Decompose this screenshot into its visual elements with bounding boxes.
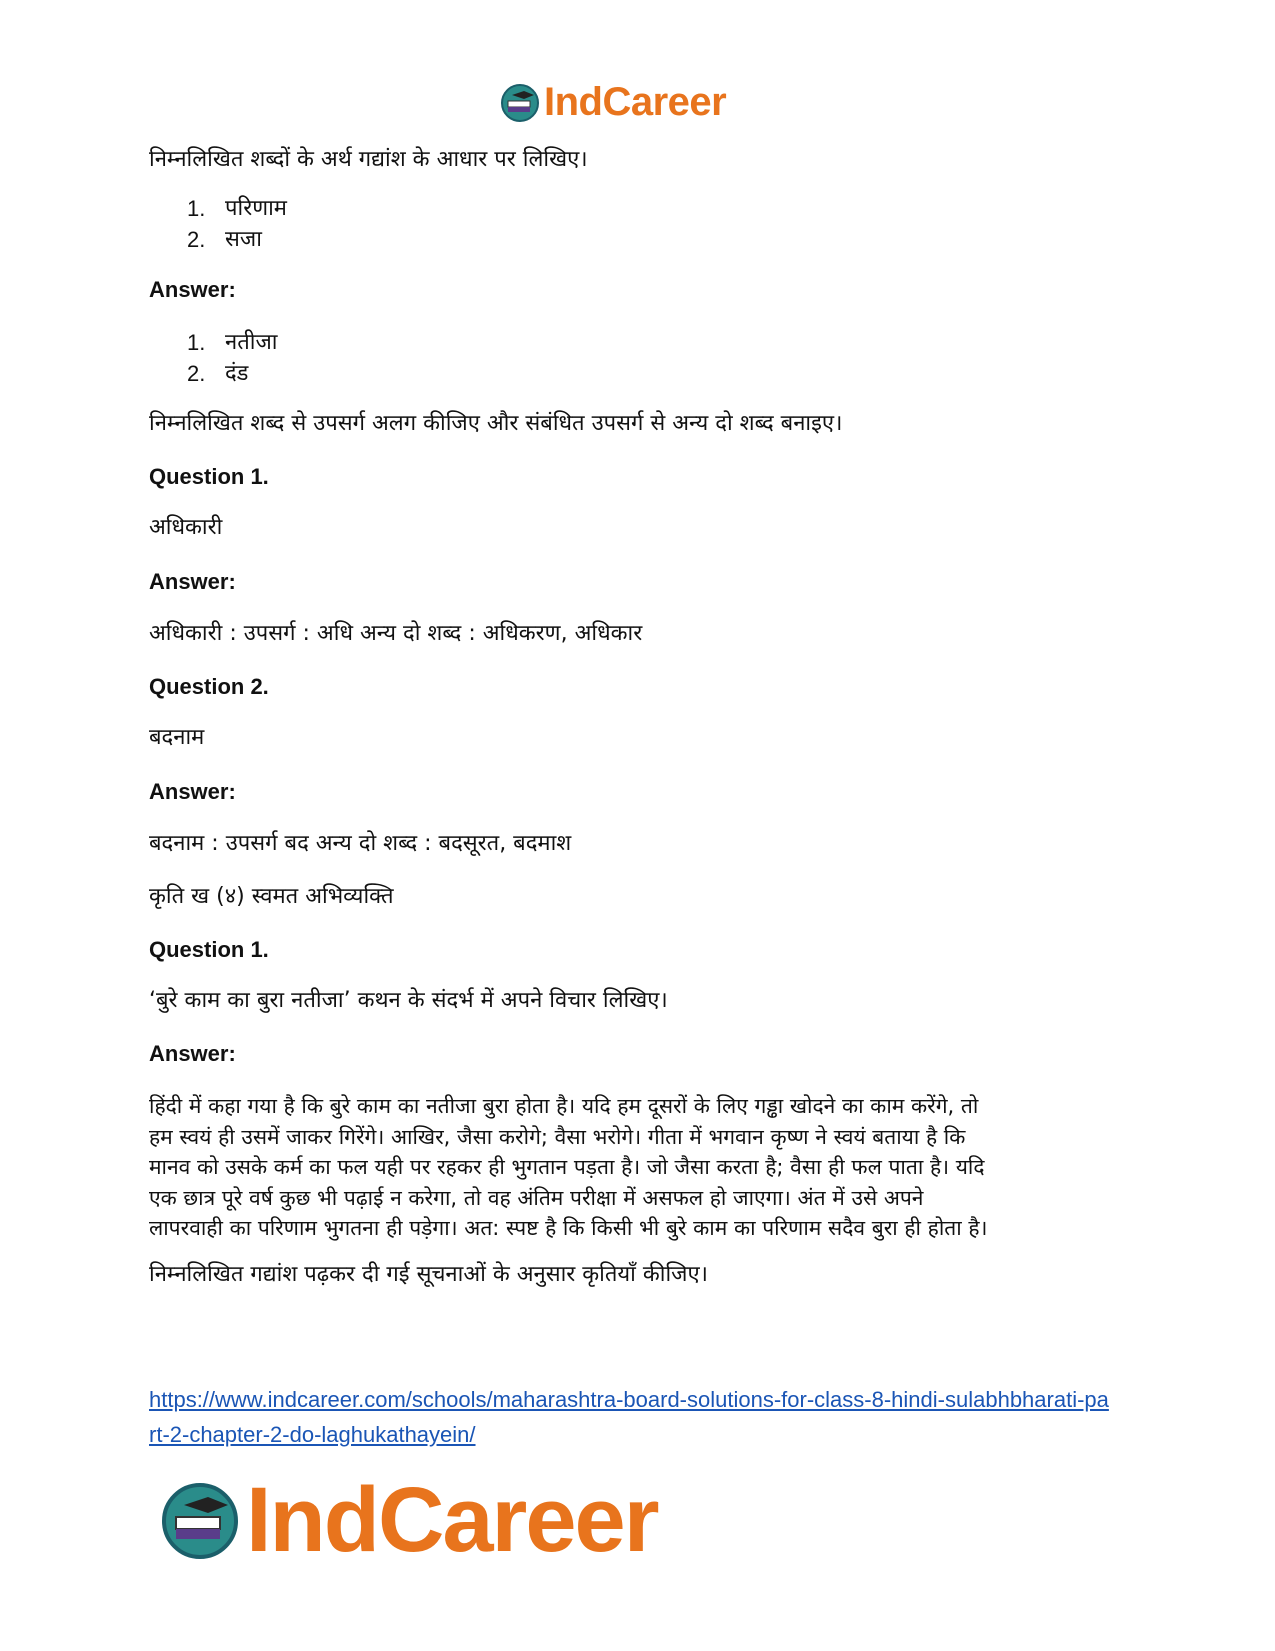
list-text: दंड: [225, 361, 249, 386]
meanings-instruction: निम्नलिखित शब्दों के अर्थ गद्यांश के आधार पर लिखिए।: [149, 147, 588, 172]
answer-label: Answer:: [149, 277, 236, 302]
book-globe-icon: [160, 1481, 240, 1561]
answer-label: Answer:: [149, 1041, 236, 1066]
list-text: सजा: [225, 227, 262, 252]
question-word: अधिकारी: [149, 515, 223, 540]
essay-answer: [149, 1091, 987, 1244]
source-link[interactable]: https://www.indcareer.com/schools/maharashtra-board-solutions-for-class-8-hindi-sulabhbharati-part-2-chapter-2-do-laghukathayein/: [149, 1387, 1109, 1447]
list-item: [187, 358, 277, 389]
passage-instruction: निम्नलिखित गद्यांश पढ़कर दी गई सूचनाओं के अनुसार कृतियाँ कीजिए।: [149, 1262, 708, 1287]
list-text: परिणाम: [225, 196, 287, 221]
list-item: [187, 224, 287, 255]
brand-name: IndCareer: [246, 1469, 658, 1571]
answer-label: Answer:: [149, 779, 236, 804]
meaning-question-list: [187, 193, 287, 255]
meaning-answer-list: [187, 327, 277, 389]
essay-line: हिंदी में कहा गया है कि बुरे काम का नतीजा बुरा होता है। यदि हम दूसरों के लिए गड्ढा खोदने का काम करेंगे, तो: [149, 1094, 979, 1118]
list-number: 2.: [187, 361, 206, 386]
essay-line: लापरवाही का परिणाम भुगतना ही पड़ेगा। अत: स्पष्ट है कि किसी भी बुरे काम का परिणाम सदैव बुरा ही होता है।: [149, 1216, 988, 1240]
answer-text: अधिकारी : उपसर्ग : अधि अन्य दो शब्द : अधिकरण, अधिकार: [149, 621, 643, 646]
list-item: [187, 193, 287, 224]
list-item: [187, 327, 277, 358]
prefix-instruction: निम्नलिखित शब्द से उपसर्ग अलग कीजिए और संबंधित उपसर्ग से अन्य दो शब्द बनाइए।: [149, 411, 843, 436]
brand-name: IndCareer: [544, 80, 727, 124]
essay-line: मानव को उसके कर्म का फल यही पर रहकर ही भुगतान पड़ता है। जो जैसा करता है; वैसा ही फल पाता है। यदि: [149, 1155, 985, 1179]
list-number: 2.: [187, 227, 206, 252]
essay-line: एक छात्र पूरे वर्ष कुछ भी पढ़ाई न करेगा, तो वह अंतिम परीक्षा में असफल हो जाएगा। अंत में उसे अपने: [149, 1185, 924, 1210]
list-text: नतीजा: [225, 330, 278, 355]
book-globe-icon: [500, 83, 540, 123]
answer-label: Answer:: [149, 569, 236, 594]
question-word: बदनाम: [149, 725, 205, 750]
question-label: Question 2.: [149, 674, 269, 699]
essay-line: हम स्वयं ही उसमें जाकर गिरेंगे। आखिर, जैसा करोगे; वैसा भरोगे। गीता में भगवान कृष्ण ने स्वयं बताया है कि: [149, 1124, 966, 1149]
list-number: 1.: [187, 330, 206, 355]
question-text: ‘बुरे काम का बुरा नतीजा’ कथन के संदर्भ में अपने विचार लिखिए।: [149, 988, 668, 1013]
list-number: 1.: [187, 196, 206, 221]
question-label: Question 1.: [149, 937, 269, 962]
question-label: Question 1.: [149, 464, 269, 489]
footer-logo: [160, 1468, 658, 1573]
header-logo: [500, 80, 726, 125]
section-title: कृति ख (४) स्वमत अभिव्यक्ति: [149, 884, 394, 909]
answer-text: बदनाम : उपसर्ग बद अन्य दो शब्द : बदसूरत, बदमाश: [149, 831, 572, 856]
